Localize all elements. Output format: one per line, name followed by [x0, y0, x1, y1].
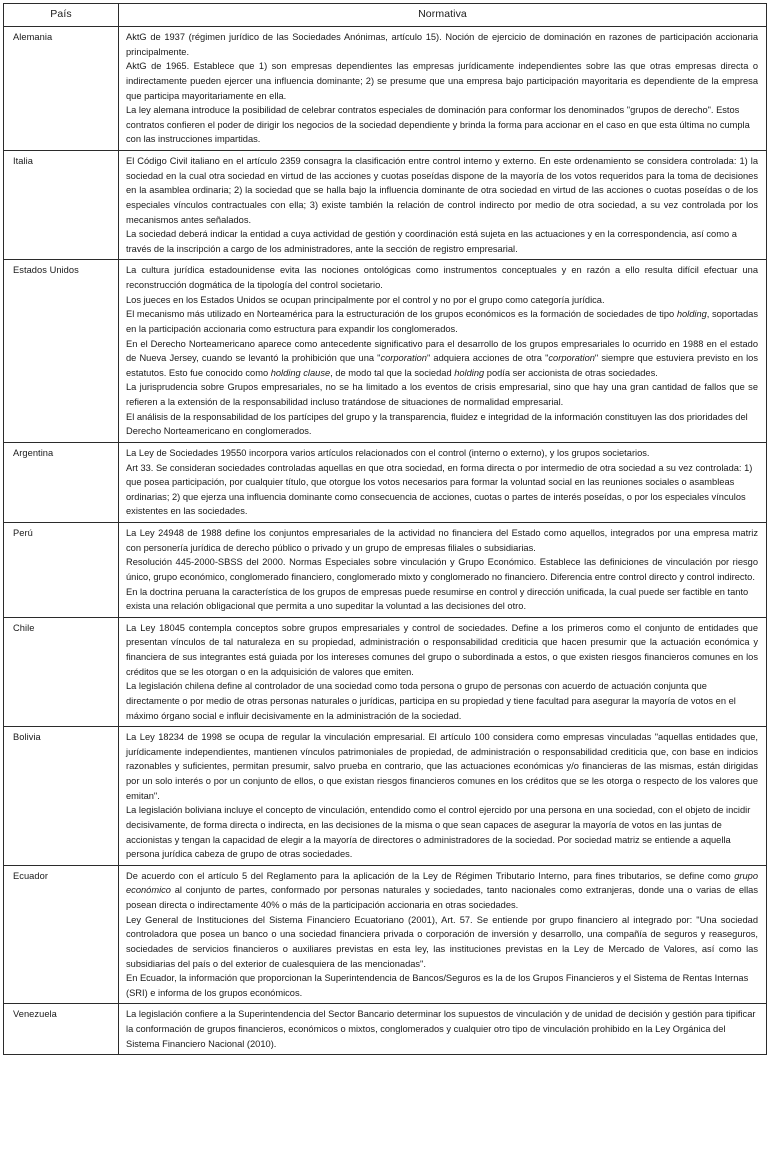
cell-normativa-text	[119, 27, 767, 151]
table-row	[4, 865, 767, 1004]
cell-country-name: Alemania	[4, 27, 119, 151]
normativa-paragraph: En el Derecho Norteamericano aparece como antecedente significativo para el desarrollo de los grupos empresariales lo ocurrido en 1988 en el estado de Nueva Jersey, cuando se levantó la prohibición que una "corporation" adquiera acciones de otra "corporation" siempre que estuviera previsto en los estatutos. Esto fue conocido como holding clause, de modo tal que la sociedad holding podía ser accionista de otras sociedades.	[126, 338, 758, 378]
normativa-paragraph: La legislación boliviana incluye el concepto de vinculación, entendido como el control ejercido por una persona en una sociedad, con el objeto de incidir decisivamente, de forma directa o indirecta, en las decisiones de la misma o que sean capaces de asegurar la mayoría de votos en las juntas de accionistas y tengan la capacidad de elegir a la mayoría de directores o administradores de la sociedad. Por sociedad matriz se entiende a aquella persona jurídica cabeza de grupo de otras sociedades.	[126, 805, 751, 860]
table-body	[4, 27, 767, 1055]
table-row	[4, 1004, 767, 1055]
normativa-paragraph: La Ley 18234 de 1998 se ocupa de regular la vinculación empresarial. El artículo 100 considera como empresas vinculadas "aquellas entidades que, jurídicamente independientes, mantienen vínculos patrimoniales de propiedad, de administración o responsabilidad crediticia que, con base en indicios razonables y suficientes, permitan presumir, salvo prueba en contrario, que las actuaciones económicas y/o financieras de las mismas, están dirigidas por un solo interés o por un conjunto de ellos, o que existan riesgos financieros comunes en los créditos que se les otorga o respecto de los valores que emitan".	[126, 732, 758, 801]
cell-country-name: Bolivia	[4, 727, 119, 866]
normativa-paragraph: La cultura jurídica estadounidense evita las nociones ontológicas como instrumentos conceptuales y en razón a ello resulta difícil efectuar una reconstrucción dogmática de la tipología del control societario.	[126, 265, 758, 290]
cell-normativa-text	[119, 260, 767, 443]
normativa-paragraph: Ley General de Instituciones del Sistema Financiero Ecuatoriano (2001), Art. 57. Se entiende por grupo financiero al integrado por: "Una sociedad controladora que posea un banco o una sociedad financiera privada o corporación de inversión y desarrollo, una compañía de seguros y reaseguros, sociedades de servicios financieros o auxiliares previstas en esta ley, las instituciones previstas en la Ley de Mercado de Valores, así como las subsidiarias del país o del exterior de cualesquiera de las mencionadas".	[126, 914, 758, 969]
table-row	[4, 260, 767, 443]
cell-normativa-text	[119, 523, 767, 618]
normativa-paragraph: La legislación confiere a la Superintendencia del Sector Bancario determinar los supuestos de vinculación y de unidad de decisión y gestión para tipificar la conformación de grupos financieros, económicos o mixtos, conglomerados y cualquier otro tipo de vinculación prohibido en la Ley Orgánica del Sistema Financiero Nacional (2010).	[126, 1009, 756, 1049]
normativa-paragraph: La ley alemana introduce la posibilidad de celebrar contratos especiales de dominación para conformar los denominados "grupos de derecho". Estos contratos confieren el poder de dirigir los negocios de la sociedad dependiente y brinda la forma para accionar en el caso en que esta última no cumpla con las instrucciones impartidas.	[126, 105, 750, 145]
table-header-row	[4, 4, 767, 27]
normativa-paragraph: El análisis de la responsabilidad de los partícipes del grupo y la transparencia, fluidez e integridad de la información constituyen las dos prioridades del Derecho Norteamericano en conglomerados.	[126, 411, 748, 437]
normativa-paragraph: AktG de 1937 (régimen jurídico de las Sociedades Anónimas, artículo 15). Noción de ejercicio de dominación en razones de participación accionaria principalmente.	[126, 32, 758, 57]
normativa-paragraph: La Ley 24948 de 1988 define los conjuntos empresariales de la actividad no financiera del Estado como aquellos, integrados por una empresa matriz con personería jurídica de derecho público o privado y un grupo de empresas filiales o subsidiarias.	[126, 528, 758, 553]
cell-normativa-text	[119, 727, 767, 866]
normativa-paragraph: Resolución 445-2000-SBSS del 2000. Normas Especiales sobre vinculación y Grupo Económico. Establece las definiciones de vinculación por riesgo único, grupo económico, conglomerado financiero, conglomerado mixto y conglomerado no financiero. Diferencia entre control directo y control indirecto.	[126, 557, 758, 582]
table-row	[4, 523, 767, 618]
normativa-paragraph: La jurisprudencia sobre Grupos empresariales, no se ha limitado a los eventos de crisis empresarial, sino que hay una gran cantidad de fallos que se refieren a la extensión de la responsabilidad incluso tratándose de situaciones de normalidad empresarial.	[126, 382, 758, 407]
cell-country-name: Italia	[4, 151, 119, 260]
column-header-pais: País	[4, 4, 119, 27]
normativa-paragraph: En la doctrina peruana la característica de los grupos de empresas puede resumirse en control y dirección unificada, la cual puede ser factible en tanto exista una relación obligacional que permita a uno supeditar la voluntad a las decisiones del otro.	[126, 586, 749, 612]
normativa-paragraph: La Ley 18045 contempla conceptos sobre grupos empresariales y control de sociedades. Define a los primeros como el conjunto de entidades que presentan vínculos de tal naturaleza en su propiedad, administración o responsabilidad crediticia que hacen presumir que la actuación económica y financiera de sus integrantes está guiada por los intereses comunes del grupo o subordinada a estos, o que existen riesgos financieros comunes en los créditos que se les otorgan o en la adquisición de valores que emiten.	[126, 622, 758, 677]
table-row	[4, 442, 767, 522]
column-header-normativa: Normativa	[119, 4, 767, 27]
cell-country-name: Argentina	[4, 442, 119, 522]
normativa-comparison-table	[3, 3, 767, 1055]
table-row	[4, 727, 767, 866]
cell-normativa-text	[119, 865, 767, 1004]
normativa-paragraph: La legislación chilena define al controlador de una sociedad como toda persona o grupo de personas con acuerdo de actuación conjunta que directamente o por medio de otras personas naturales o jurídicas, participa en su propiedad y tiene facultad para asegurar la mayoría de votos en el máximo órgano social e influir decisivamente en la administración de la sociedad.	[126, 681, 736, 721]
normativa-paragraph: La sociedad deberá indicar la entidad a cuya actividad de gestión y coordinación está sujeta en las actuaciones y en la correspondencia, así como a través de la inscripción a cargo de los administradores, ante la sección de registro empresarial.	[126, 229, 737, 254]
table-row	[4, 27, 767, 151]
table-row	[4, 617, 767, 726]
normativa-paragraph: Los jueces en los Estados Unidos se ocupan principalmente por el control y no por el grupo como categoría jurídica.	[126, 294, 605, 305]
cell-country-name: Perú	[4, 523, 119, 618]
normativa-paragraph: El Código Civil italiano en el artículo 2359 consagra la clasificación entre control interno y externo. En este ordenamiento se considera controlada: 1) la sociedad en la cual otra sociedad en virtud de las acciones y cuotas poseídas dispone de la mayoría de los votos requeridos para la toma de decisiones en la asamblea ordinaria; 2) la sociedad que se halla bajo la influencia dominante de otra sociedad en virtud de las acciones o cuotas poseídas o de los especiales vínculos contractuales con ella; 3) existe también la relación de control indirecto por medio de otra sociedad, a su vez controlada por los mecanismos antes señalados.	[126, 156, 758, 225]
cell-normativa-text	[119, 1004, 767, 1055]
normativa-paragraph: De acuerdo con el artículo 5 del Reglamento para la aplicación de la Ley de Régimen Tributario Interno, para fines tributarios, se define como grupo económico al conjunto de partes, conformado por personas naturales y sociedades, tanto nacionales como extranjeras, donde una o varias de ellas posean directa o indirectamente 40% o más de la participación accionaria en otras sociedades.	[126, 870, 758, 910]
cell-country-name: Estados Unidos	[4, 260, 119, 443]
cell-normativa-text	[119, 442, 767, 522]
cell-country-name: Ecuador	[4, 865, 119, 1004]
normativa-paragraph: En Ecuador, la información que proporcionan la Superintendencia de Bancos/Seguros es la de los Grupos Financieros y el Sistema de Rentas Internas (SRI) e informa de los grupos económicos.	[126, 973, 749, 998]
cell-normativa-text	[119, 151, 767, 260]
normativa-paragraph: AktG de 1965. Establece que 1) son empresas dependientes las empresas jurídicamente independientes sobre las que otras empresas directa o indirectamente pueden ejercer una influencia dominante; 2) se presume que una empresa bajo participación mayoritaria es dependiente de la empresa que participa mayoritariamente en ella.	[126, 61, 758, 101]
normativa-paragraph: Art 33. Se consideran sociedades controladas aquellas en que otra sociedad, en forma directa o por intermedio de otra sociedad a su vez controlada: 1) que posea participación, por cualquier título, que otorgue los votos necesarios para formar la voluntad social en las reuniones sociales o asambleas ordinarias; 2) que ejerza una influencia dominante como consecuencia de acciones, cuotas o partes de interés poseídas, o por los especiales vínculos existentes en las sociedades.	[126, 462, 753, 517]
normativa-paragraph: El mecanismo más utilizado en Norteamérica para la estructuración de los grupos económicos es la formación de sociedades de tipo holding, soportadas en la participación accionaria como estructura para expandir los conglomerados.	[126, 309, 758, 334]
table-row	[4, 151, 767, 260]
cell-country-name: Chile	[4, 617, 119, 726]
cell-country-name: Venezuela	[4, 1004, 119, 1055]
table-header	[4, 4, 767, 27]
cell-normativa-text	[119, 617, 767, 726]
normativa-paragraph: La Ley de Sociedades 19550 incorpora varios artículos relacionados con el control (interno o externo), y los grupos societarios.	[126, 447, 650, 458]
